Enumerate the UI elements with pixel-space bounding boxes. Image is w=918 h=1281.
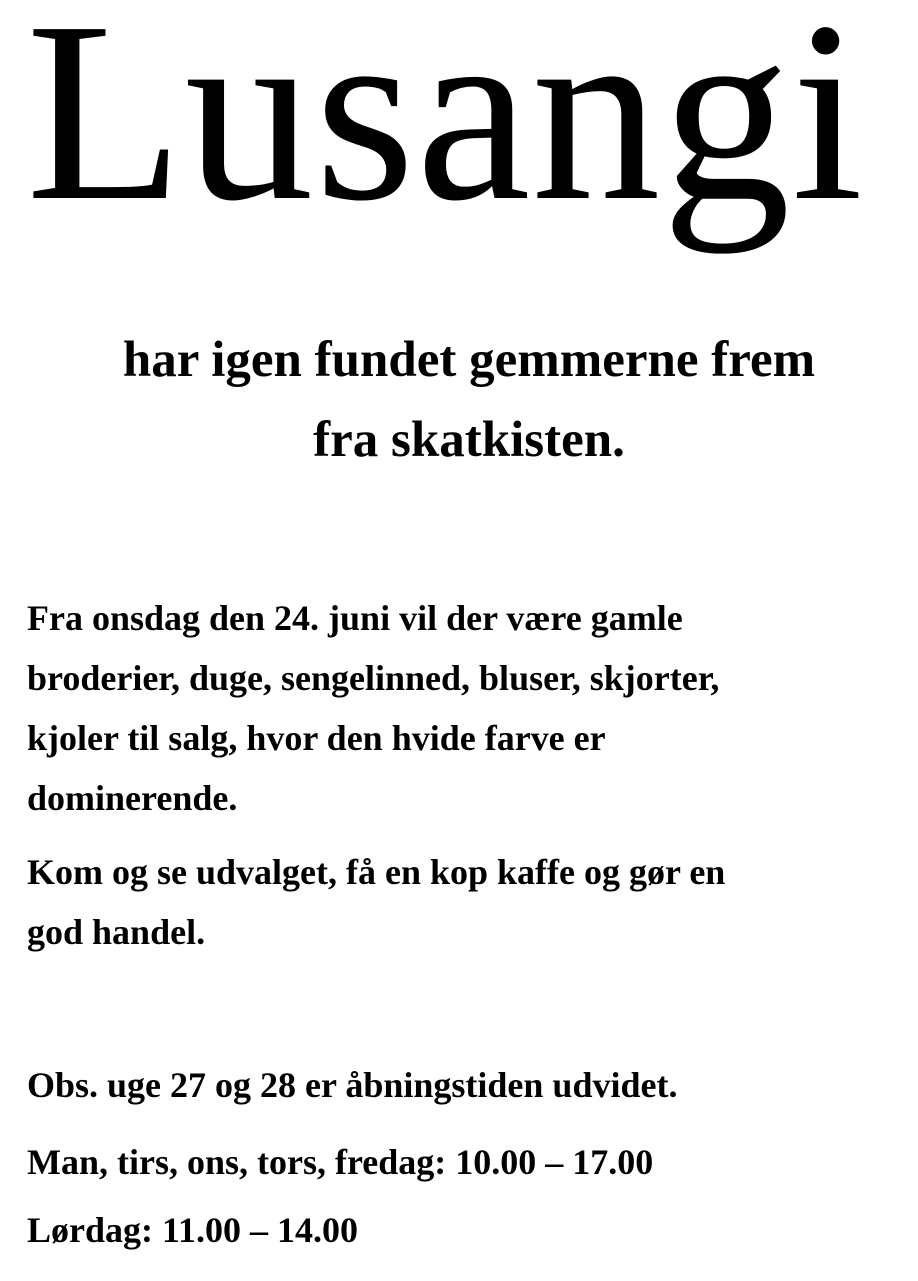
text-line: kjoler til salg, hvor den hvide farve er (27, 718, 606, 758)
subtitle-line: fra skatkisten. (313, 412, 625, 468)
page-title: Lusangi (26, 0, 865, 254)
text-line: god handel. (27, 912, 206, 952)
description-paragraph (27, 588, 907, 828)
hours-weekdays (27, 1132, 907, 1192)
text-line: broderier, duge, sengelinned, bluser, skjorter, (27, 658, 720, 698)
subtitle (20, 320, 918, 480)
invitation-paragraph (27, 842, 907, 962)
notice-text (27, 1055, 907, 1115)
hours-saturday (27, 1200, 907, 1260)
subtitle-line: har igen fundet gemmerne frem (122, 332, 816, 388)
text-line: dominerende. (27, 778, 238, 818)
text-line: Lørdag: 11.00 – 14.00 (27, 1210, 359, 1250)
text-line: Kom og se udvalget, få en kop kaffe og gør en (27, 852, 726, 892)
text-line: Man, tirs, ons, tors, fredag: 10.00 – 17.00 (27, 1142, 654, 1182)
text-line: Fra onsdag den 24. juni vil der være gamle (27, 598, 683, 638)
text-line: Obs. uge 27 og 28 er åbningstiden udvidet. (27, 1065, 678, 1105)
